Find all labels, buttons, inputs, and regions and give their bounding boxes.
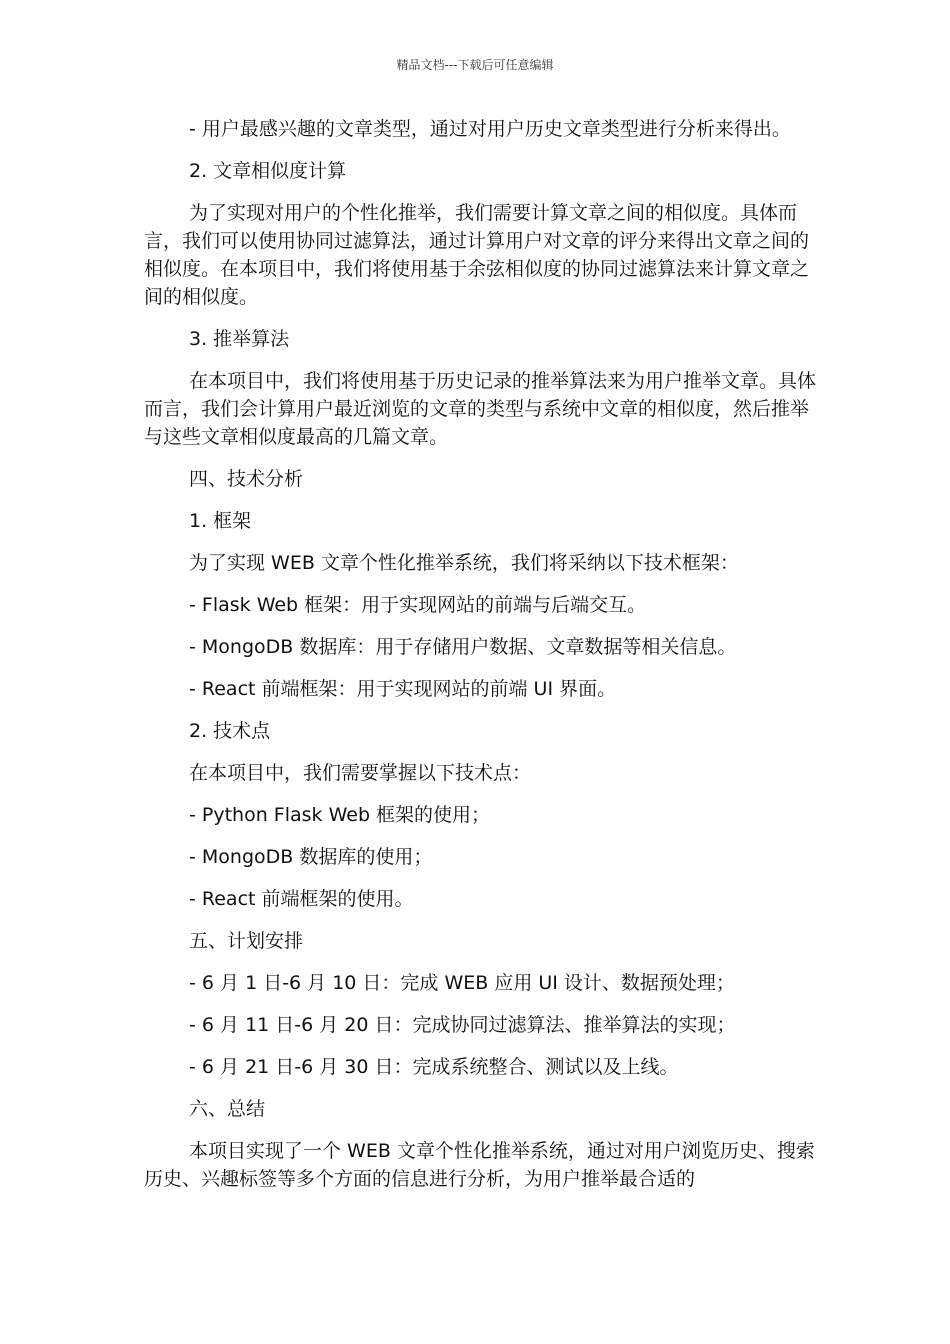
chapter-heading: 六、总结	[189, 1098, 266, 1120]
chapter-heading: 四、技术分析	[189, 468, 304, 490]
document-body	[144, 115, 820, 1207]
list-item: - Python Flask Web 框架的使用；	[189, 804, 491, 826]
section-heading: 3. 推举算法	[189, 328, 290, 350]
section-heading: 2. 技术点	[189, 720, 271, 742]
list-item: - React 前端框架：用于实现网站的前端 UI 界面。	[189, 678, 617, 700]
paragraph: 为了实现对用户的个性化推举，我们需要计算文章之间的相似度。具体而言，我们可以使用协同过滤算法，通过计算用户对文章的评分来得出文章之间的相似度。在本项目中，我们将使用基于余弦相似度的协同过滤算法来计算文章之间的相似度。	[144, 202, 810, 308]
list-item: - 6 月 21 日-6 月 30 日：完成系统整合、测试以及上线。	[189, 1056, 679, 1078]
list-item: - React 前端框架的使用。	[189, 888, 414, 910]
list-item: - Flask Web 框架：用于实现网站的前端与后端交互。	[189, 594, 647, 616]
list-item: - 6 月 1 日-6 月 10 日：完成 WEB 应用 UI 设计、数据预处理；	[189, 972, 735, 994]
paragraph: - 用户最感兴趣的文章类型，通过对用户历史文章类型进行分析来得出。	[189, 118, 791, 140]
list-item: - MongoDB 数据库的使用；	[189, 846, 433, 868]
section-heading: 2. 文章相似度计算	[189, 160, 347, 182]
page-header: 精品文档---下载后可任意编辑	[396, 58, 554, 72]
section-heading: 1. 框架	[189, 510, 252, 532]
paragraph: 本项目实现了一个 WEB 文章个性化推举系统，通过对用户浏览历史、搜索历史、兴趣标签等多个方面的信息进行分析，为用户推举最合适的	[144, 1140, 815, 1190]
list-item: - 6 月 11 日-6 月 20 日：完成协同过滤算法、推举算法的实现；	[189, 1014, 736, 1036]
chapter-heading: 五、计划安排	[189, 930, 304, 952]
paragraph: 在本项目中，我们需要掌握以下技术点：	[189, 762, 532, 784]
paragraph: 为了实现 WEB 文章个性化推举系统，我们将采纳以下技术框架：	[189, 552, 739, 574]
paragraph: 在本项目中，我们将使用基于历史记录的推举算法来为用户推举文章。具体而言，我们会计算用户最近浏览的文章的类型与系统中文章的相似度，然后推举与这些文章相似度最高的几篇文章。	[144, 370, 817, 448]
list-item: - MongoDB 数据库：用于存储用户数据、文章数据等相关信息。	[189, 636, 737, 658]
